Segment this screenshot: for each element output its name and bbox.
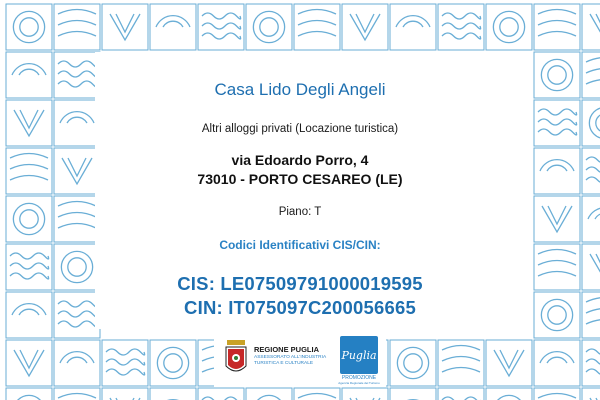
cis-code: CIS: LE07509791000019595 [177,273,423,294]
address-city: 73010 - PORTO CESAREO (LE) [197,171,403,187]
region-name: REGIONE PUGLIA [254,345,320,354]
puglia-promozione-logo: Puglia [340,336,378,374]
address-street: via Edoardo Porro, 4 [231,152,369,168]
floor-info: Piano: T [278,206,322,218]
promozione-caption: PROMOZIONE [341,375,377,381]
footer-logos [214,331,386,387]
cin-code: CIN: IT075097C200056665 [184,297,416,318]
promozione-subcaption: Agenzia Regionale del Turismo [338,381,380,385]
property-name: Casa Lido Degli Angeli [214,80,386,99]
region-crest-icon [224,338,248,378]
info-panel [95,52,505,329]
codes-heading: Codici Identificativi CIS/CIN: [219,238,381,252]
region-department: ASSESSORATO ALL'INDUSTRIA TURISTICA E CULTURALE [254,355,326,366]
address-block [95,151,505,189]
accommodation-category: Altri alloggi privati (Locazione turistica) [201,123,399,135]
